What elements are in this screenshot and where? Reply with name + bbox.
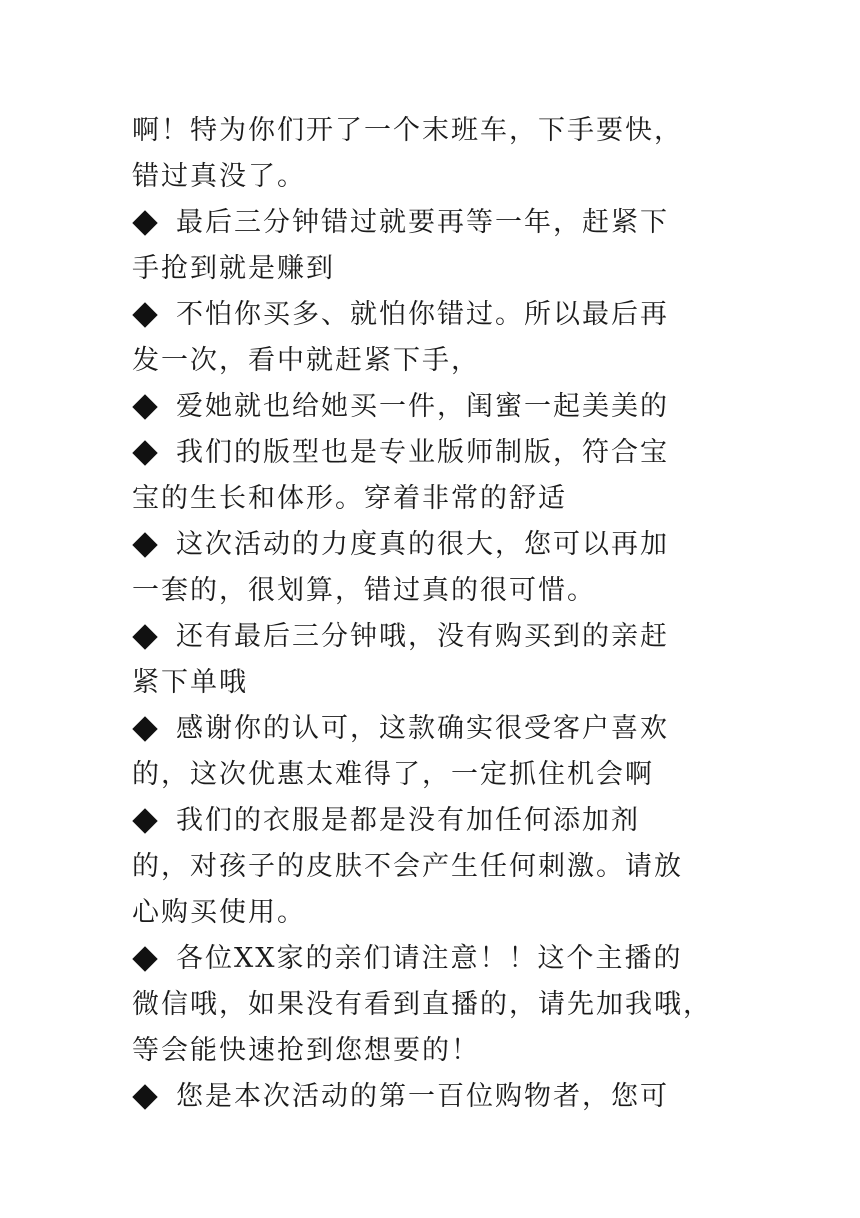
text-line: 等会能快速抢到您想要的！: [132, 1035, 480, 1066]
text-line: 错过真没了。: [132, 161, 306, 192]
text-line: 的，对孩子的皮肤不会产生任何刺激。请放: [132, 851, 683, 882]
text-line: 紧下单哦: [132, 667, 248, 698]
bullet-item: [132, 1074, 732, 1120]
diamond-bullet-icon: [132, 1084, 157, 1109]
bullet-item: [132, 384, 732, 430]
diamond-bullet-icon: [132, 532, 157, 557]
diamond-bullet-icon: [132, 946, 157, 971]
bullet-item: [132, 430, 732, 476]
diamond-bullet-icon: [132, 210, 157, 235]
bullet-item: [132, 798, 732, 844]
bullet-text: 还有最后三分钟哦，没有购买到的亲赶: [176, 621, 669, 652]
text-line: 的，这次优惠太难得了，一定抓住机会啊: [132, 759, 654, 790]
bullet-item: [132, 292, 732, 338]
text-line: 一套的，很划算，错过真的很可惜。: [132, 575, 596, 606]
document-body: [132, 108, 732, 1120]
bullet-text: 各位XX家的亲们请注意！！这个主播的: [176, 943, 683, 974]
bullet-text: 这次活动的力度真的很大，您可以再加: [176, 529, 669, 560]
bullet-item: [132, 936, 732, 982]
bullet-text: 不怕你买多、就怕你错过。所以最后再: [176, 299, 669, 330]
diamond-bullet-icon: [132, 394, 157, 419]
bullet-text: 感谢你的认可，这款确实很受客户喜欢: [176, 713, 669, 744]
diamond-bullet-icon: [132, 440, 157, 465]
diamond-bullet-icon: [132, 624, 157, 649]
text-line: 微信哦，如果没有看到直播的，请先加我哦，: [132, 989, 712, 1020]
bullet-item: [132, 522, 732, 568]
diamond-bullet-icon: [132, 302, 157, 327]
text-line: 发一次，看中就赶紧下手，: [132, 345, 480, 376]
bullet-item: [132, 200, 732, 246]
bullet-text: 您是本次活动的第一百位购物者，您可: [176, 1081, 669, 1112]
text-line: 手抢到就是赚到: [132, 253, 335, 284]
bullet-item: [132, 614, 732, 660]
bullet-item: [132, 706, 732, 752]
diamond-bullet-icon: [132, 808, 157, 833]
bullet-text: 我们的衣服是都是没有加任何添加剂: [176, 805, 640, 836]
diamond-bullet-icon: [132, 716, 157, 741]
bullet-text: 爱她就也给她买一件，闺蜜一起美美的: [176, 391, 669, 422]
bullet-text: 我们的版型也是专业版师制版，符合宝: [176, 437, 669, 468]
text-line: 宝的生长和体形。穿着非常的舒适: [132, 483, 567, 514]
text-line: 啊！特为你们开了一个末班车，下手要快，: [132, 115, 683, 146]
bullet-text: 最后三分钟错过就要再等一年，赶紧下: [176, 207, 669, 238]
text-line: 心购买使用。: [132, 897, 306, 928]
